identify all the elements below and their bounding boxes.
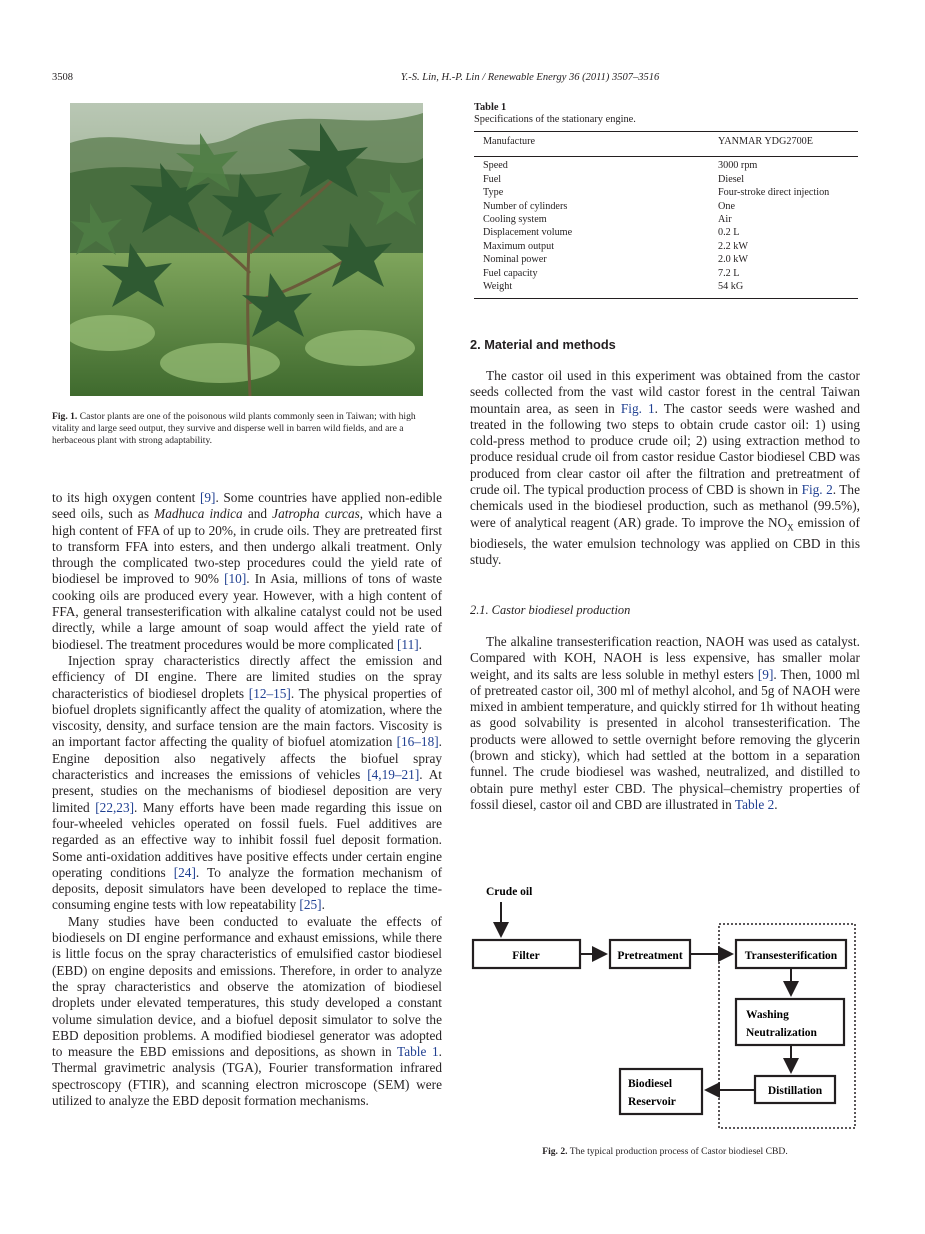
production-process-diagram: [468, 878, 868, 1130]
paragraph: [52, 490, 442, 653]
subscript: X: [787, 522, 794, 533]
text-run: The alkaline transesterification reaction, NAOH was used as catalyst. Compared with KOH, NAOH is less expensive, has smaller molar weight, and its salts are less soluble in methyl esters: [470, 634, 860, 682]
reservoir-label: Reservoir: [628, 1096, 676, 1108]
table-cell: Four-stroke direct injection: [718, 187, 830, 199]
table-row: [474, 241, 858, 254]
citation-link[interactable]: [22,23]: [95, 799, 135, 815]
citation-link[interactable]: [10]: [224, 571, 247, 587]
specifications-table: [474, 131, 858, 299]
text-run: . Engine deposition also negatively affects the biofuel spray characteristics and increases the emissions of vehicles: [52, 734, 442, 783]
table-cell: 2.0 kW: [718, 254, 748, 266]
citation-link[interactable]: [12–15]: [248, 685, 291, 701]
species-name: Jatropha curcas: [272, 506, 360, 522]
species-name: Madhuca indica: [154, 506, 243, 522]
table-row: [474, 214, 858, 227]
table-row: [474, 174, 858, 187]
table-1-label: Table 1: [474, 102, 507, 113]
table-link[interactable]: Table 2: [734, 796, 775, 812]
right-column-text-1: [470, 368, 860, 568]
table-cell: Displacement volume: [483, 227, 573, 239]
table-cell: Fuel: [483, 173, 502, 185]
washing-label: Washing: [746, 1009, 789, 1021]
text-run: .: [774, 796, 778, 812]
filter-label: Filter: [512, 950, 540, 962]
distillation-label: Distillation: [767, 1085, 823, 1097]
table-row: [474, 254, 858, 267]
table-row: [474, 227, 858, 240]
table-header-cell: Manufacture: [474, 132, 718, 157]
figure-2-caption: [470, 1146, 860, 1158]
table-cell: Speed: [483, 160, 508, 172]
citation-link[interactable]: [24]: [173, 864, 196, 880]
text-run: .: [418, 636, 422, 652]
figure-1-caption: [52, 411, 442, 447]
table-row: [474, 201, 858, 214]
text-run: , which have a high content of FFA of up to 20%, in crude oils. They are pretreated first to transform FFA into esters, and then undergo alkali treatment. Only through the complicated two-step procedures could the yield rate of biodiesel be improved to 90%: [52, 506, 442, 587]
text-run: . The chemicals used in the biodiesel production, such as methanol (99.5%), were of analytical reagent (AR) grade. To improve the NO: [470, 482, 860, 530]
page-number: 3508: [52, 72, 73, 83]
figure-2-label: Fig. 2.: [542, 1146, 568, 1157]
figure-link[interactable]: Fig. 2: [801, 482, 833, 498]
left-column-text: [52, 490, 442, 1109]
text-run: . Some countries have applied non-edible seed oils, such as: [52, 490, 443, 522]
paragraph: [52, 653, 442, 914]
text-run: to its high oxygen content: [52, 490, 200, 505]
citation-link[interactable]: [16–18]: [396, 734, 439, 750]
table-row: [474, 268, 858, 281]
text-run: . Many efforts have been made regarding this issue on four-wheeled vehicles operated on fossil fuels. Fuel additives are regarded as an effective way to inhibit fossil fuel deposit formation. Some anti-oxidation additives have positive effects under certain engine operating conditions: [52, 799, 442, 880]
citation-link[interactable]: [11]: [397, 636, 419, 652]
paragraph: [470, 368, 860, 568]
table-cell: Weight: [474, 281, 718, 299]
table-cell: Maximum output: [483, 240, 555, 252]
paragraph: [470, 634, 860, 813]
table-cell: Fuel capacity: [483, 267, 538, 279]
table-cell: 2.2 kW: [718, 240, 748, 252]
table-cell: 7.2 L: [718, 267, 740, 279]
figure-2-caption-text: The typical production process of Castor biodiesel CBD.: [569, 1146, 788, 1157]
table-cell: Number of cylinders: [483, 200, 568, 212]
table-cell: Cooling system: [483, 213, 547, 225]
neutralization-label: Neutralization: [746, 1027, 817, 1039]
text-run: . Then, 1000 ml of pretreated castor oil, 300 ml of methyl alcohol, and 5g of NAOH were mixed in ambient temperature, and quickly stirred for 1h without heating as good solvability is presented in alcohol transesterification. The products were allowed to settle overnight before removing the glycerin (brown and sticky), which had settled at the bottom in a separation funnel. The crude biodiesel was washed, neutralized, and distilled to obtain pure methyl ester CBD. The physical–chemistry properties of fossil diesel, castor oil and CBD are illustrated in: [470, 666, 860, 812]
citation-link[interactable]: [9]: [757, 666, 774, 682]
text-run: . To analyze the formation mechanism of deposits, deposit simulators have been developed to replace the time-consuming engine tests with low repeatability: [52, 864, 442, 913]
text-run: . Thermal gravimetric analysis (TGA), Fourier transformation infrared spectroscopy (FTIR), and scanning electron microscope (SEM) were utilized to analyze the EBD deposit formation mechanisms.: [52, 1044, 442, 1108]
text-run: . The castor seeds were washed and treated in the following two steps to obtain crude castor oil: 1) using cold-press method to produce crude oil; 2) using extraction method to produce residual crude oil from castor residue Castor biodiesel CBD was produced from clear castor oil after the filtration and pretreatment of crude oil. The typical production process of CBD is shown in: [470, 400, 860, 498]
table-cell: 0.2 L: [718, 227, 740, 239]
text-run: Injection spray characteristics directly affect the emission and efficiency of DI engine. There are limited studies on the spray characteristics of biodiesel droplets: [52, 652, 442, 701]
table-cell: One: [718, 200, 735, 212]
text-run: Many studies have been conducted to evaluate the effects of biodiesels on DI engine performance and exhaust emissions, while there is little focus on the spray characteristics of emulsified castor biodiesel (EBD) on engine deposits and emissions. Therefore, in order to analyze the spray characteristics and observe the atomization of biodiesel droplets under elevated temperatures, this study developed a constant volume simulation device, and a biofuel deposit simulator to solve the EBD deposition problems. A modified biodiesel generator was adopted to measure the EBD emissions and depositions, as shown in: [52, 913, 442, 1060]
table-cell: Diesel: [718, 173, 745, 185]
figure-1-caption-text: Castor plants are one of the poisonous wild plants commonly seen in Taiwan; with high vitality and large seed output, they survive and disperse well in barren wild fields, and are a herbaceous plant with strong adaptability.: [52, 411, 416, 446]
figure-link[interactable]: Fig. 1: [620, 400, 655, 416]
text-run: . The physical properties of biofuel droplets significantly affect the quality of atomization, where the viscosity, density, and surface tension are the main factors. Viscosity is an important factor affecting the quality of biofuel atomization: [52, 685, 442, 750]
castor-plant-photo: [70, 103, 423, 396]
table-1-description: Specifications of the stationary engine.: [474, 114, 636, 125]
castor-plant-illustration: [70, 103, 423, 396]
paragraph: [52, 914, 442, 1110]
table-cell: Type: [483, 187, 504, 199]
text-run: emission of biodiesels, the water emulsion technology was applied on CBD in this study.: [470, 514, 860, 567]
citation-link[interactable]: [25]: [299, 897, 322, 913]
section-heading-material-methods: 2. Material and methods: [470, 337, 616, 352]
citation-link[interactable]: [9]: [199, 490, 216, 505]
pretreatment-label: Pretreatment: [617, 950, 683, 962]
table-cell: 54 kG: [718, 281, 858, 299]
text-run: . In Asia, millions of tons of waste cooking oils are produced every year. However, with a high content of FFA, general transesterification with alkaline catalyst could not be used directly, while a large amount of soap would affect the yield rate of biodiesel. The treatment procedures would be more complicated: [52, 571, 442, 652]
table-cell: 3000 rpm: [718, 160, 758, 172]
table-row: [474, 281, 858, 299]
table-cell: Air: [718, 213, 732, 225]
text-run: and: [242, 506, 273, 522]
transesterification-label: Transesterification: [744, 950, 838, 962]
text-run: .: [321, 897, 325, 913]
biodiesel-label: Biodiesel: [628, 1078, 673, 1090]
text-run: The castor oil used in this experiment was obtained from the castor seeds collected from the vast wild castor forest in the central Taiwan mountain area, as seen in: [470, 368, 860, 416]
table-header-cell: YANMAR YDG2700E: [718, 132, 858, 157]
table-cell: Nominal power: [483, 254, 547, 266]
table-link[interactable]: Table 1: [397, 1044, 439, 1060]
table-header-row: [474, 132, 858, 157]
text-run: . At present, studies on the mechanisms of biodiesel deposition are very limited: [52, 767, 442, 815]
table-1: [474, 102, 858, 299]
right-column-text-2: [470, 634, 860, 813]
table-row: [474, 187, 858, 200]
crude-oil-label: Crude oil: [486, 886, 533, 898]
table-row: [474, 157, 858, 174]
citation-link[interactable]: [4,19–21]: [367, 767, 420, 783]
running-title: Y.-S. Lin, H.-P. Lin / Renewable Energy 36 (2011) 3507–3516: [400, 72, 660, 83]
subsection-heading-castor-biodiesel-production: 2.1. Castor biodiesel production: [470, 603, 631, 617]
figure-1-label: Fig. 1.: [52, 411, 78, 422]
